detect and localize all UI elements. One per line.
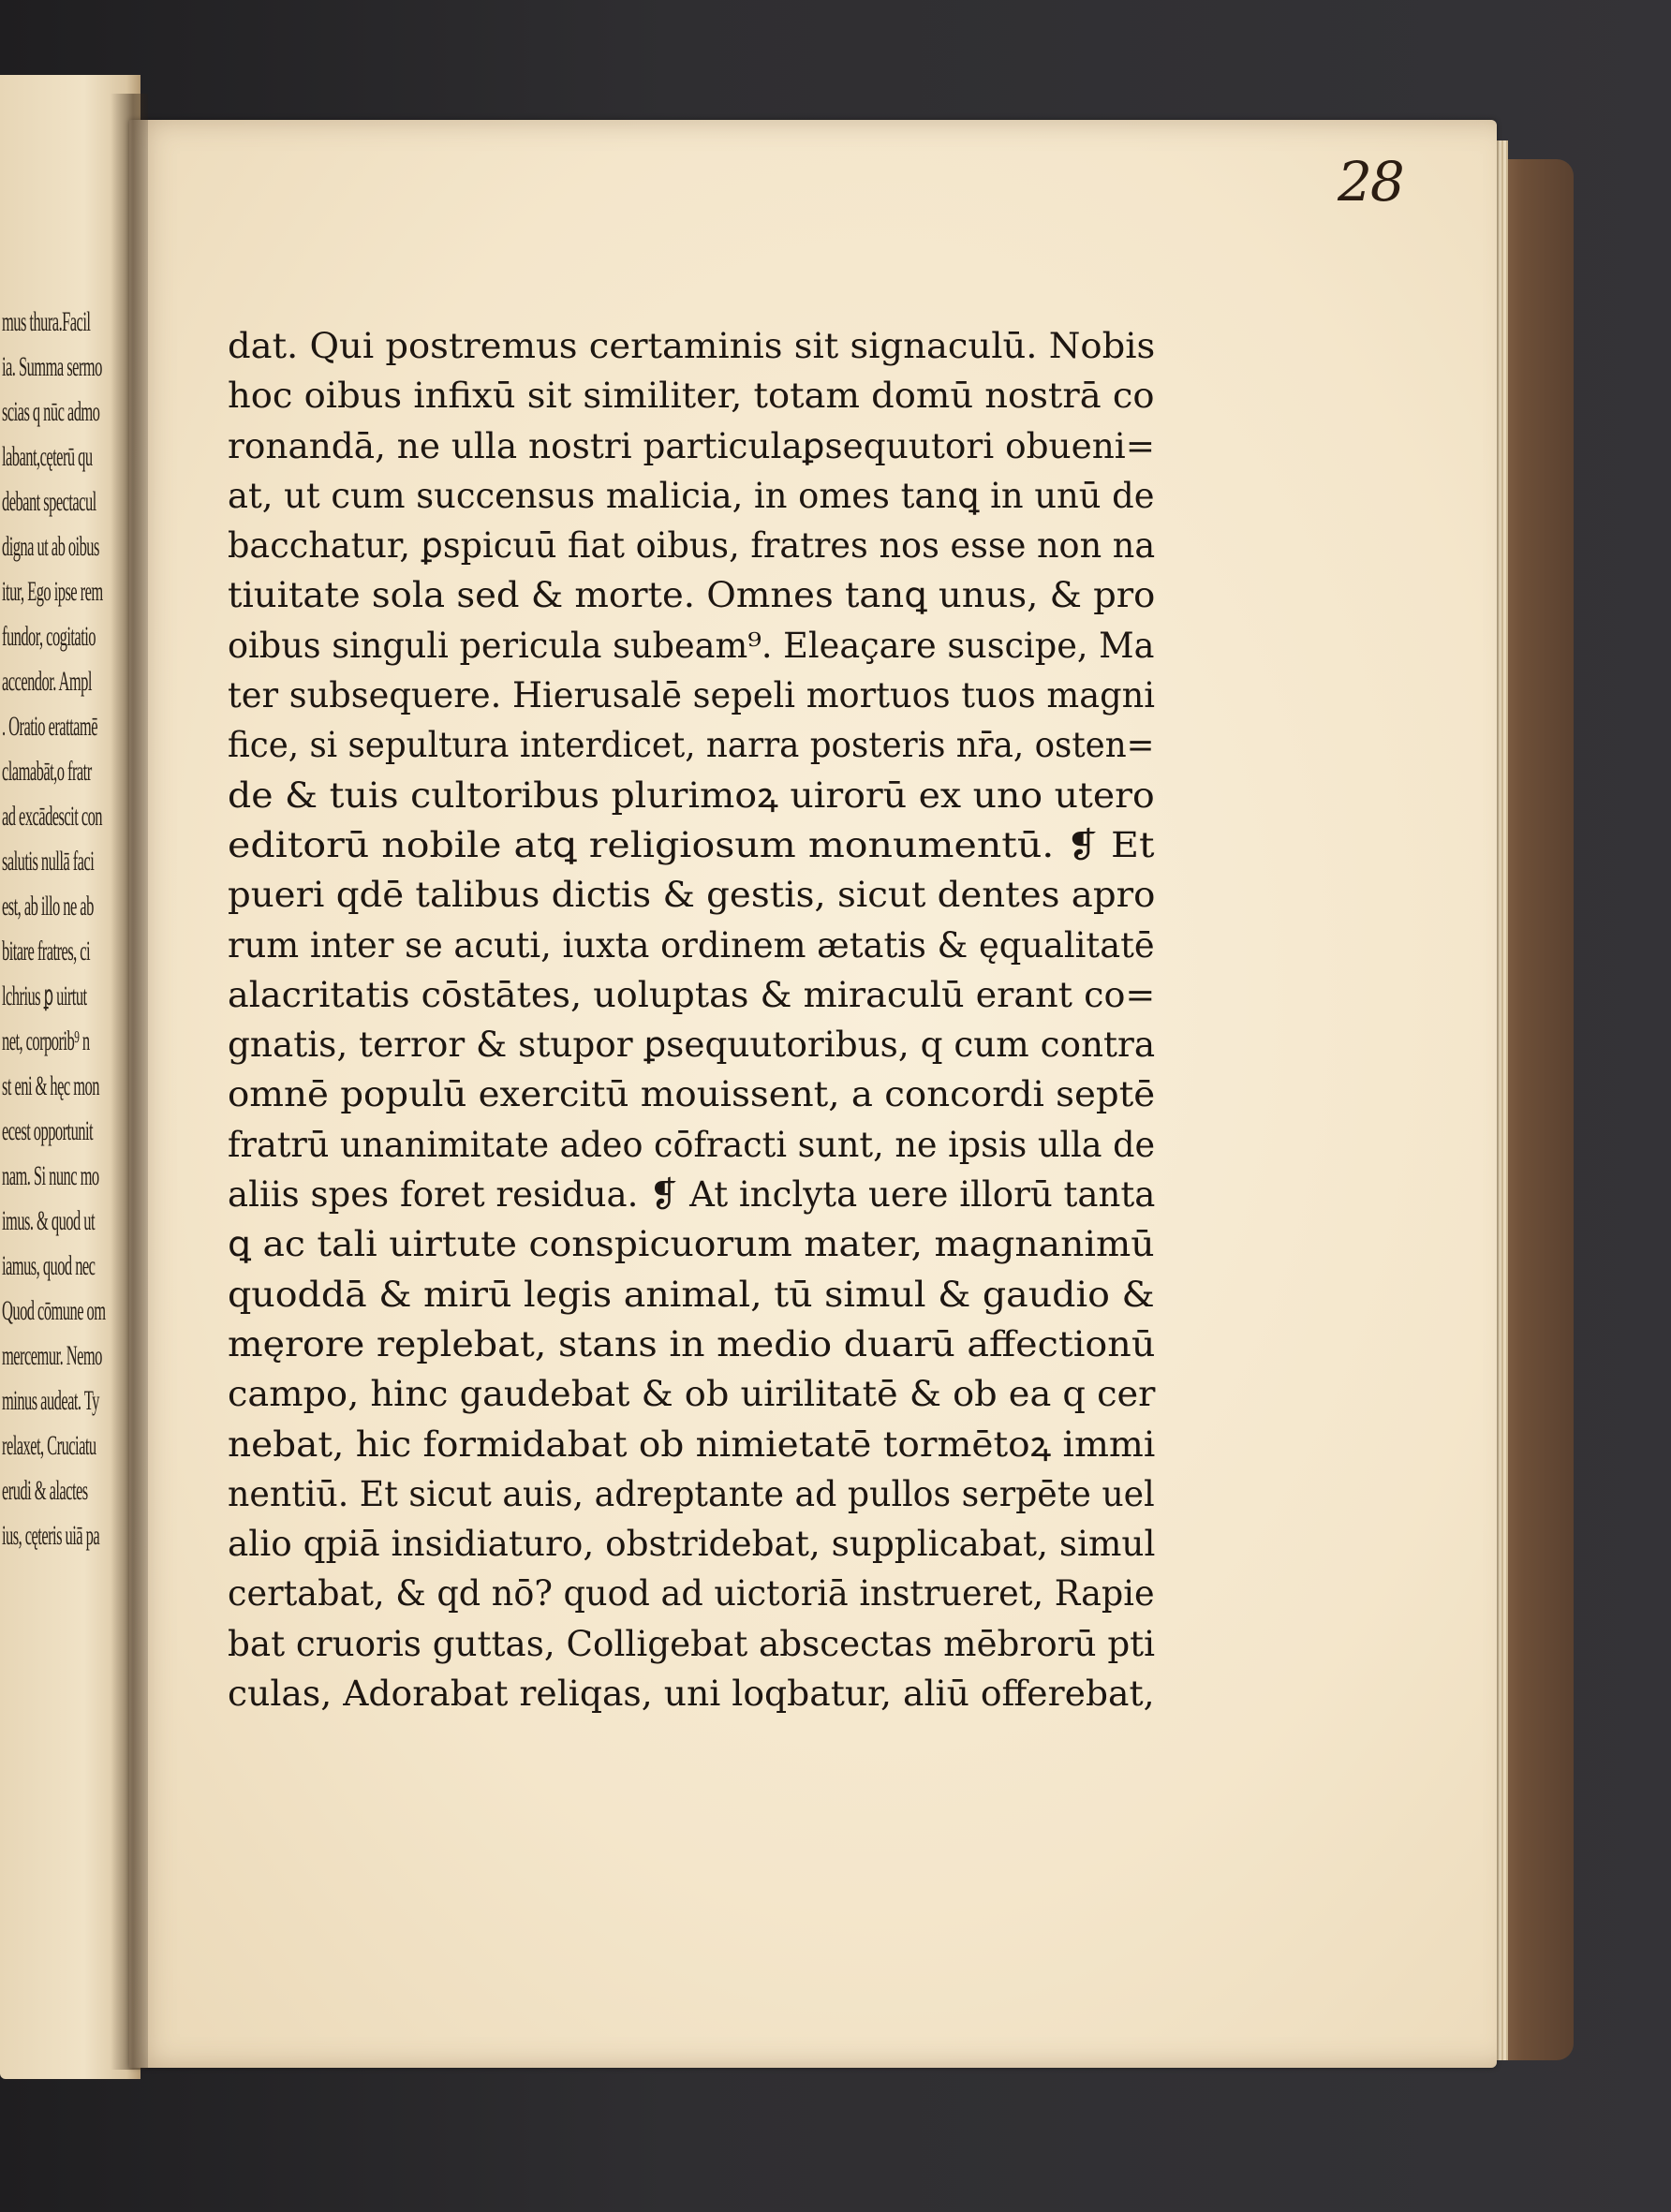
- facing-page-line: digna ut ab oibus: [2, 531, 99, 562]
- facing-page-line: mus thura.Facil: [2, 306, 91, 337]
- facing-page-line: salutis nullā faci: [2, 846, 95, 877]
- facing-page-line: itur, Ego ipse rem: [2, 576, 103, 607]
- text-line: bacchatur, ꝑspicuū fiat oibus, fratres nos esse non na: [228, 525, 1156, 567]
- facing-page-line: mercemur. Nemo: [2, 1340, 102, 1371]
- facing-page-line: fundor, cogitatio: [2, 621, 96, 652]
- facing-page-line: ius, cęteris uiā pa: [2, 1520, 100, 1551]
- text-line: pueri qdē talibus dictis & gestis, sicut dentes apro: [228, 875, 1156, 916]
- facing-page-line: . Oratio erattamē: [2, 711, 97, 742]
- facing-page-line: minus audeat. Ty: [2, 1385, 99, 1416]
- text-line: rum inter se acuti, iuxta ordinem ætatis & ęqualitatē: [228, 924, 1155, 966]
- text-line: ter subsequere. Hierusalē sepeli mortuos tuos magni: [228, 675, 1156, 716]
- facing-page-line: ia. Summa sermo: [2, 351, 102, 382]
- text-line: fratrū unanimitate adeo cōfracti sunt, ne ipsis ulla de: [228, 1124, 1156, 1165]
- text-line: campo, hinc gaudebat & ob uirilitatē & ob ea q cer: [228, 1374, 1156, 1415]
- facing-page-line: imus. & quod ut: [2, 1205, 96, 1236]
- book-gutter: [111, 94, 148, 2070]
- text-line: nebat, hic formidabat ob nimietatē tormētoꝝ immi: [228, 1423, 1156, 1465]
- text-line: ꝗ ac tali uirtute conspicuorum mater, magnanimū: [228, 1224, 1155, 1265]
- text-line: gnatis, terror & stupor ꝑsequutoribus, q cum contra: [228, 1025, 1156, 1066]
- facing-page-line: debant spectacul: [2, 486, 96, 517]
- facing-page-line: st eni & hęc mon: [2, 1070, 99, 1101]
- text-line: fice, si sepultura interdicet, narra posteris nr̄a, osten=: [228, 725, 1155, 766]
- text-line: quoddā & mirū legis animal, tū simul & gaudio &: [228, 1274, 1155, 1315]
- text-line: culas, Adorabat reliqas, uni loqbatur, aliū offerebat,: [228, 1674, 1155, 1715]
- facing-page-line: nam. Si nunc mo: [2, 1160, 99, 1191]
- text-line: omnē populū exercitū mouissent, a concordi septē: [228, 1074, 1156, 1115]
- text-line: alacritatis cōstātes, uoluptas & miraculū erant co=: [228, 974, 1156, 1015]
- text-line: at, ut cum succensus malicia, in omes tanꝗ in unū de: [228, 475, 1155, 516]
- text-line: tiuitate sola sed & morte. Omnes tanꝗ unus, & pro: [228, 575, 1156, 616]
- facing-page-line: iamus, quod nec: [2, 1250, 96, 1281]
- text-line: dat. Qui postremus certaminis sit signaculū. Nobis: [228, 326, 1156, 366]
- facing-page-line: ad excādescit con: [2, 801, 103, 832]
- text-line: de & tuis cultoribus plurimoꝝ uirorū ex uno utero: [228, 774, 1155, 816]
- text-line: alio qpiā insidiaturo, obstridebat, supplicabat, simul: [228, 1524, 1156, 1565]
- text-line: męrore replebat, stans in medio duarū affectionū: [228, 1323, 1156, 1364]
- text-line: ronandā, ne ulla nostri particulaꝑsequutori obueni=: [228, 425, 1156, 466]
- text-line: hoc oibus infixū sit similiter, totam domū nostrā co: [228, 376, 1155, 417]
- facing-page-line: clamabāt,o fratr: [2, 756, 92, 787]
- facing-page-line: relaxet, Cruciatu: [2, 1430, 96, 1461]
- facing-page-line: est, ab illo ne ab: [2, 891, 94, 922]
- text-line: bat cruoris guttas, Colligebat abscectas mēbrorū pti: [228, 1623, 1156, 1664]
- text-line: nentiū. Et sicut auis, adreptante ad pullos serpēte uel: [228, 1473, 1155, 1514]
- facing-page-line: lchrius ꝑ uirtut: [2, 981, 87, 1011]
- main-text-block: [228, 321, 1155, 1718]
- facing-page-line: scias q nūc admo: [2, 396, 100, 427]
- facing-page-line: labant,cęterū qu: [2, 441, 93, 472]
- page-number: 28: [1338, 150, 1403, 214]
- text-line: editorū nobile atꝗ religiosum monumentū. ❡ Et: [228, 824, 1155, 865]
- facing-page-line: ecest opportunit: [2, 1115, 94, 1146]
- facing-page-line: Quod cōmune om: [2, 1295, 106, 1326]
- facing-page-line: erudi & alactes: [2, 1475, 88, 1506]
- facing-page-line: bitare fratres, ci: [2, 936, 91, 966]
- text-line: certabat, & qd nō? quod ad uictoriā instrueret, Rapie: [228, 1573, 1155, 1615]
- text-line: aliis spes foret residua. ❡ At inclyta uere illorū tanta: [228, 1174, 1156, 1216]
- text-line: oibus singuli pericula subeam⁹. Eleaçare suscipe, Ma: [228, 625, 1155, 666]
- facing-page-line: net, corporib⁹ n: [2, 1025, 90, 1056]
- facing-page-line: accendor. Ampl: [2, 666, 92, 697]
